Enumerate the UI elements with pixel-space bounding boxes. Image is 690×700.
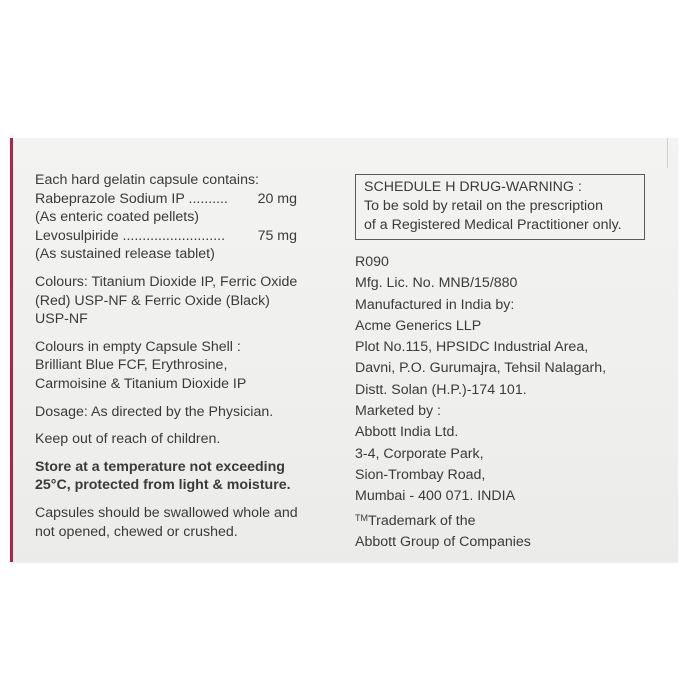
trademark-text: Trademark of the: [368, 512, 476, 529]
colours-line: Colours: Titanium Dioxide IP, Ferric Oxide: [35, 273, 298, 290]
marketer-line: Mumbai - 400 071. INDIA: [355, 488, 516, 505]
shell-line: Carmoisine & Titanium Dioxide IP: [35, 375, 247, 392]
shell-line: Colours in empty Capsule Shell :: [35, 338, 241, 355]
composition-header: Each hard gelatin capsule contains:: [35, 172, 259, 188]
dosage-text: Dosage: As directed by the Physician.: [35, 403, 274, 420]
colours-line: USP-NF: [35, 311, 88, 328]
manufacturer-line: Plot No.115, HPSIDC Industrial Area,: [355, 339, 589, 356]
red-edge-stripe: [10, 138, 13, 562]
storage-line: Store at a temperature not exceeding: [35, 458, 285, 475]
colours-line: (Red) USP-NF & Ferric Oxide (Black): [35, 292, 270, 309]
manufacturer-line: Davni, P.O. Gurumajra, Tehsil Nalagarh,: [355, 360, 607, 377]
marketer-line: Sion-Trombay Road,: [355, 466, 486, 483]
ingredient-note: (As sustained release tablet): [35, 246, 215, 263]
warning-line: of a Registered Medical Practitioner only.: [364, 217, 622, 233]
trademark-line: Abbott Group of Companies: [355, 533, 531, 550]
marketer-line: 3-4, Corporate Park,: [355, 445, 484, 462]
mfg-license: Mfg. Lic. No. MNB/15/880: [355, 275, 518, 292]
marketer-line: Marketed by :: [355, 403, 441, 420]
manufacturer-line: Acme Generics LLP: [355, 317, 482, 334]
schedule-h-warning-box: [355, 174, 645, 240]
manufacturer-line: Distt. Solan (H.P.)-174 101.: [355, 381, 527, 398]
shell-line: Brilliant Blue FCF, Erythrosine,: [35, 357, 228, 374]
carton-fold-edge: [659, 138, 668, 168]
swallow-line: Capsules should be swallowed whole and: [35, 504, 298, 521]
ingredient-name: Levosulpiride ..........................: [35, 227, 226, 244]
ingredient-name: Rabeprazole Sodium IP ..........: [35, 190, 228, 207]
trademark-symbol: TM: [355, 512, 368, 523]
marketer-line: Abbott India Ltd.: [355, 424, 459, 441]
trademark-line: [355, 508, 655, 532]
ingredient-row-rabeprazole: [35, 190, 297, 209]
product-code: R090: [355, 254, 389, 270]
manufacturer-line: Manufactured in India by:: [355, 296, 515, 313]
warning-title: SCHEDULE H DRUG-WARNING :: [364, 179, 582, 195]
manufacturer-column: [355, 174, 655, 553]
composition-column: [35, 171, 335, 541]
storage-line: 25°C, protected from light & moisture.: [35, 477, 291, 494]
ingredient-row-levosulpiride: [35, 227, 297, 246]
medicine-carton-panel: [10, 138, 678, 562]
swallow-line: not opened, chewed or crushed.: [35, 523, 238, 540]
ingredient-dose: 20 mg: [257, 190, 297, 207]
keep-out-text: Keep out of reach of children.: [35, 431, 221, 448]
warning-line: To be sold by retail on the prescription: [364, 198, 603, 214]
ingredient-dose: 75 mg: [257, 227, 297, 244]
ingredient-note: (As enteric coated pellets): [35, 209, 200, 226]
